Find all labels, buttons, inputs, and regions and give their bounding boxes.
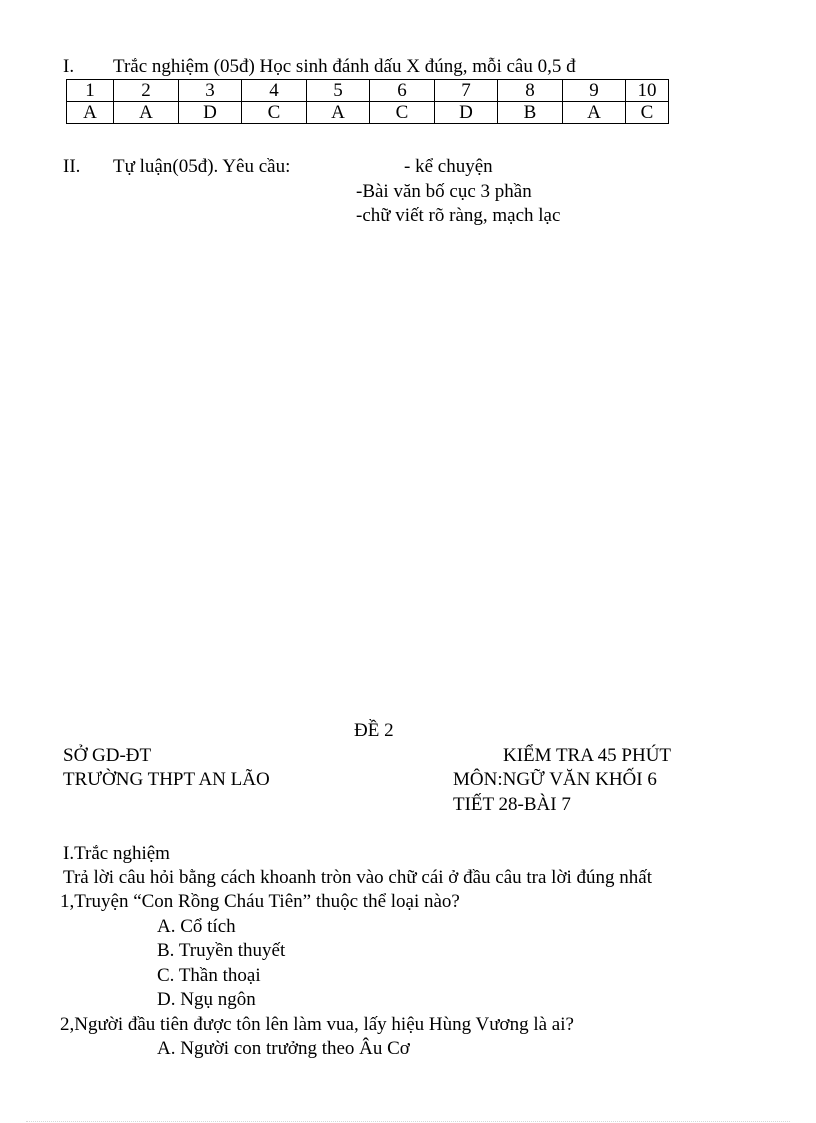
question-number-cell: 9 [563, 80, 626, 102]
exam-code: ĐỀ 2 [354, 720, 394, 741]
question-1-option-c: C. Thần thoại [157, 965, 261, 986]
requirement-1: - kể chuyện [404, 156, 493, 177]
page-bottom-rule [26, 1121, 790, 1122]
question-1-option-d: D. Ngụ ngôn [157, 989, 256, 1010]
department-name: SỞ GD-ĐT [63, 745, 152, 766]
answer-key-table [66, 79, 669, 124]
question-2: 2,Người đầu tiên được tôn lên làm vua, lấy hiệu Hùng Vương là ai? [60, 1014, 574, 1035]
question-number-row [67, 80, 669, 102]
question-1-option-b: B. Truyền thuyết [157, 940, 286, 961]
section-1-heading: Trắc nghiệm (05đ) Học sinh đánh dấu X đúng, mỗi câu 0,5 đ [113, 56, 576, 77]
section-2-heading: Tự luận(05đ). Yêu cầu: [113, 156, 291, 177]
question-number-cell: 7 [435, 80, 498, 102]
requirement-3: -chữ viết rõ ràng, mạch lạc [356, 205, 561, 226]
instruction: Trả lời câu hỏi bằng cách khoanh tròn vào chữ cái ở đầu câu tra lời đúng nhất [63, 867, 652, 888]
answer-cell: D [179, 102, 242, 124]
question-number-cell: 5 [307, 80, 370, 102]
question-number-cell: 6 [370, 80, 435, 102]
lesson: TIẾT 28-BÀI 7 [453, 794, 571, 815]
answer-cell: C [626, 102, 669, 124]
section-title: I.Trắc nghiệm [63, 843, 170, 864]
answer-cell: C [370, 102, 435, 124]
question-number-cell: 1 [67, 80, 114, 102]
answer-cell: A [114, 102, 179, 124]
question-number-cell: 8 [498, 80, 563, 102]
question-1: 1,Truyện “Con Rồng Cháu Tiên” thuộc thể loại nào? [60, 891, 460, 912]
test-title: KIỂM TRA 45 PHÚT [503, 745, 672, 766]
question-2-option-a: A. Người con trưởng theo Âu Cơ [157, 1038, 410, 1059]
answer-cell: A [307, 102, 370, 124]
answer-cell: B [498, 102, 563, 124]
answer-cell: A [563, 102, 626, 124]
answer-row [67, 102, 669, 124]
question-1-option-a: A. Cổ tích [157, 916, 236, 937]
section-1-number: I. [63, 56, 75, 77]
question-number-cell: 2 [114, 80, 179, 102]
question-number-cell: 4 [242, 80, 307, 102]
answer-cell: A [67, 102, 114, 124]
question-number-cell: 10 [626, 80, 669, 102]
answer-cell: D [435, 102, 498, 124]
section-2-number: II. [63, 156, 81, 177]
requirement-2: -Bài văn bố cục 3 phần [356, 181, 532, 202]
school-name: TRƯỜNG THPT AN LÃO [63, 769, 270, 790]
answer-cell: C [242, 102, 307, 124]
question-number-cell: 3 [179, 80, 242, 102]
subject: MÔN:NGỮ VĂN KHỐI 6 [453, 769, 657, 790]
